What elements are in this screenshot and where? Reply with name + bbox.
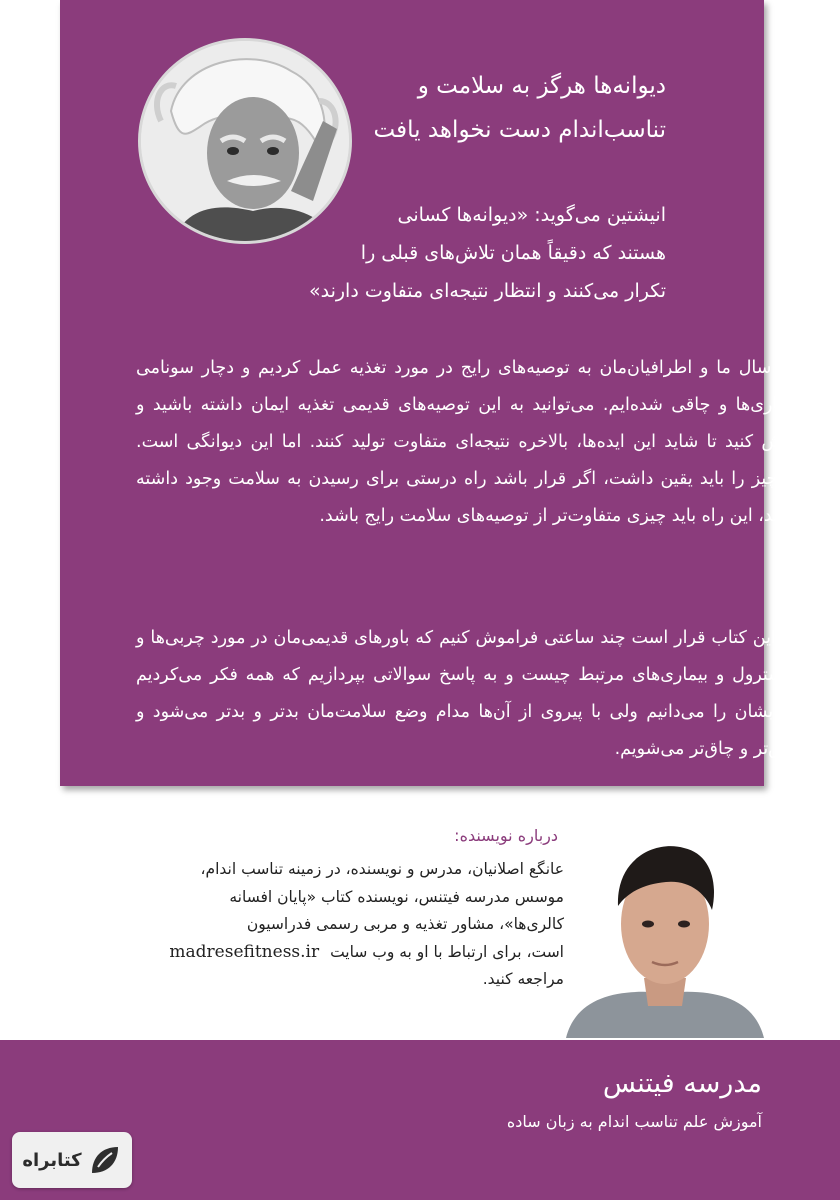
author-bio-line-3: کالری‌ها»، مشاور تغذیه و مربی رسمی فدراسیون <box>246 915 564 933</box>
author-bio-line-5: مراجعه کنید. <box>482 970 564 988</box>
author-bio-line-2: موسس مدرسه فیتنس، نویسنده کتاب «پایان افسانه <box>229 887 564 906</box>
headline-line-2: تناسب‌اندام دست نخواهد یافت <box>373 117 666 143</box>
author-website-link[interactable]: madresefitness.ir <box>169 941 320 962</box>
footer-banner <box>0 1040 840 1200</box>
ketabrah-logo[interactable] <box>12 1132 132 1188</box>
author-bio-line-4-text: است، برای ارتباط با او به وب سایت <box>330 942 564 961</box>
brand-tagline: آموزش علم تناسب اندام به زبان ساده <box>506 1112 762 1131</box>
paragraph-1: ۵۰ سال ما و اطرافیان‌مان به توصیه‌های رایج در مورد تغذیه عمل کردیم و دچار سونامی بیماری‌ها و چاقی شده‌ایم. می‌توانید به این توصیه‌های قدیمی تغذیه ایمان داشته باشید و تلاش کنید تا شاید این ایده‌ها، بالاخره نتیجه‌ای متفاوت تولید کنند. اما این دیوانگی است. یک‌چیز را باید یقین داشت، اگر قرار باشد راه درستی برای رسیدن به سلامت وجود داشته باشد، این راه باید چیزی متفاوت‌تر از توصیه‌های سلامت رایج باشد. <box>136 358 798 526</box>
author-heading: درباره نویسنده: <box>454 826 558 845</box>
book-leaf-icon <box>88 1143 122 1177</box>
headline <box>236 64 666 152</box>
quote-line-2: هستند که دقیقاً همان تلاش‌های قبلی را <box>360 242 666 264</box>
einstein-quote <box>196 196 666 310</box>
brand-title: مدرسه فیتنس <box>602 1068 762 1099</box>
author-photo-illustration <box>566 828 764 1038</box>
author-photo <box>566 828 764 1038</box>
logo-text: کتابراه <box>22 1149 82 1171</box>
headline-line-1: دیوانه‌ها هرگز به سلامت و <box>417 73 666 99</box>
author-bio-line-1: عانگع اصلانیان، مدرس و نویسنده، در زمینه تناسب اندام، <box>200 860 564 878</box>
quote-line-1: انیشتین می‌گوید: «دیوانه‌ها کسانی <box>397 204 666 226</box>
paragraph-2: در این کتاب قرار است چند ساعتی فراموش کنیم که باورهای قدیمی‌مان در مورد چربی‌ها و کلسترول و بیماری‌های مرتبط چیست و به پاسخ سوالاتی بپردازیم که همه فکر می‌کردیم جوابشان را می‌دانیم ولی با پیروی از آن‌ها مدام وضع سلامت‌مان بدتر و بدتر می‌شود و چاق‌تر و چاق‌تر می‌شویم. <box>136 628 798 759</box>
author-bio <box>84 856 564 994</box>
quote-panel <box>60 0 798 786</box>
author-bio-line-4 <box>84 939 564 967</box>
quote-line-3: تکرار می‌کنند و انتظار نتیجه‌ای متفاوت دارند» <box>308 280 666 302</box>
